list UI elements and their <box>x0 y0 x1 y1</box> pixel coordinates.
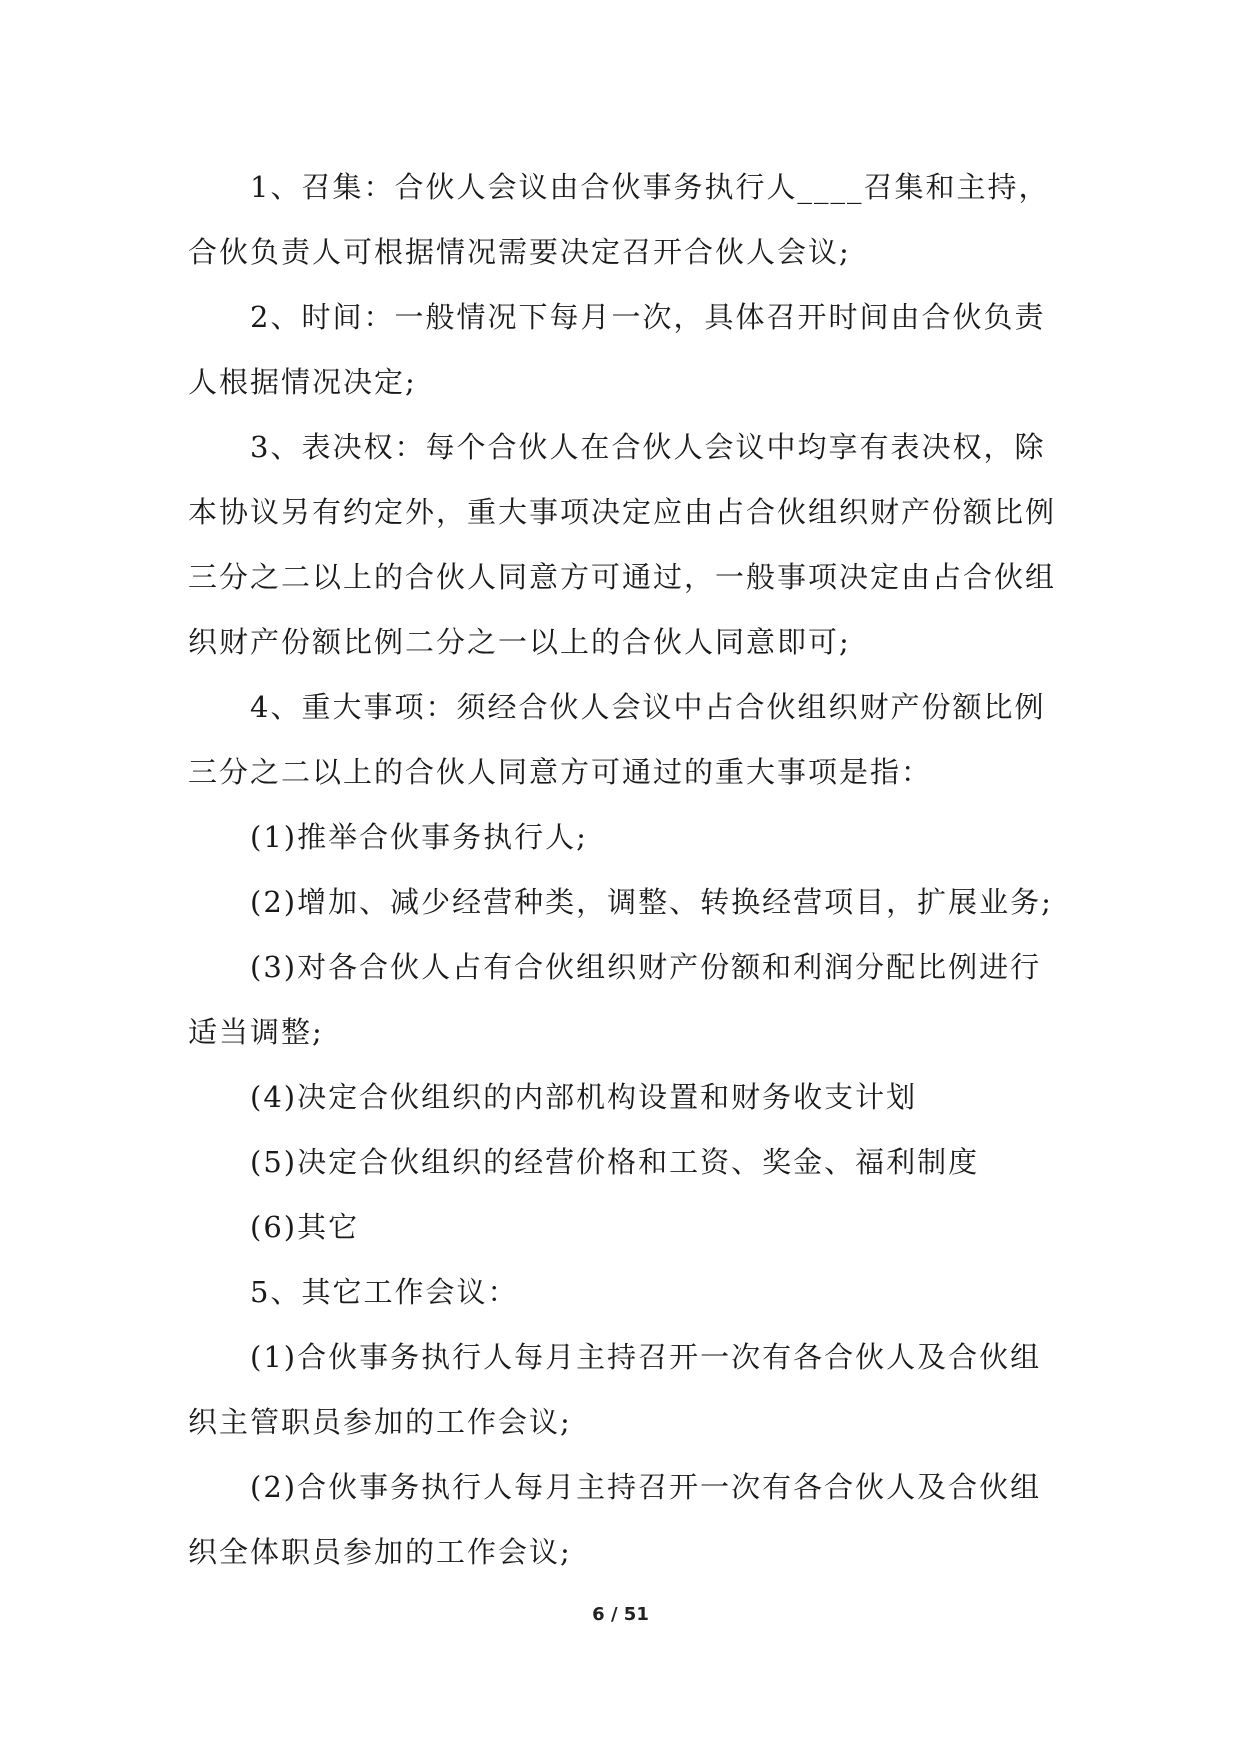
paragraph-convening: 1、召集：合伙人会议由合伙事务执行人____召集和主持，合伙负责人可根据情况需要决定召开合伙人会议; <box>188 170 1050 269</box>
list-item-major-4: (4)决定合伙组织的内部机构设置和财务收支计划 <box>250 1080 918 1114</box>
paragraph-time: 2、时间：一般情况下每月一次，具体召开时间由合伙负责人根据情况决定; <box>188 300 1046 399</box>
list-item-major-1: (1)推举合伙事务执行人; <box>250 820 588 854</box>
paragraph-major-matters: 4、重大事项：须经合伙人会议中占合伙组织财产份额比例三分之二以上的合伙人同意方可通过的重大事项是指： <box>188 690 1046 789</box>
list-item-major-2: (2)增加、减少经营种类，调整、转换经营项目，扩展业务; <box>250 885 1053 919</box>
paragraph-voting-rights: 3、表决权：每个合伙人在合伙人会议中均享有表决权，除本协议另有约定外，重大事项决定应由占合伙组织财产份额比例三分之二以上的合伙人同意方可通过，一般事项决定由占合伙组织财产份额比例二分之一以上的合伙人同意即可; <box>188 430 1057 659</box>
list-item-major-6: (6)其它 <box>250 1210 360 1244</box>
document-body <box>188 155 1068 1585</box>
list-item-meeting-1: (1)合伙事务执行人每月主持召开一次有各合伙人及合伙组织主管职员参加的工作会议; <box>188 1340 1042 1439</box>
list-item-major-5: (5)决定合伙组织的经营价格和工资、奖金、福利制度 <box>250 1145 980 1179</box>
paragraph-other-meetings: 5、其它工作会议： <box>250 1275 519 1309</box>
page-number: 6 / 51 <box>592 1604 649 1625</box>
list-item-meeting-2: (2)合伙事务执行人每月主持召开一次有各合伙人及合伙组织全体职员参加的工作会议; <box>188 1470 1042 1569</box>
list-item-major-3: (3)对各合伙人占有合伙组织财产份额和利润分配比例进行适当调整; <box>188 950 1042 1049</box>
